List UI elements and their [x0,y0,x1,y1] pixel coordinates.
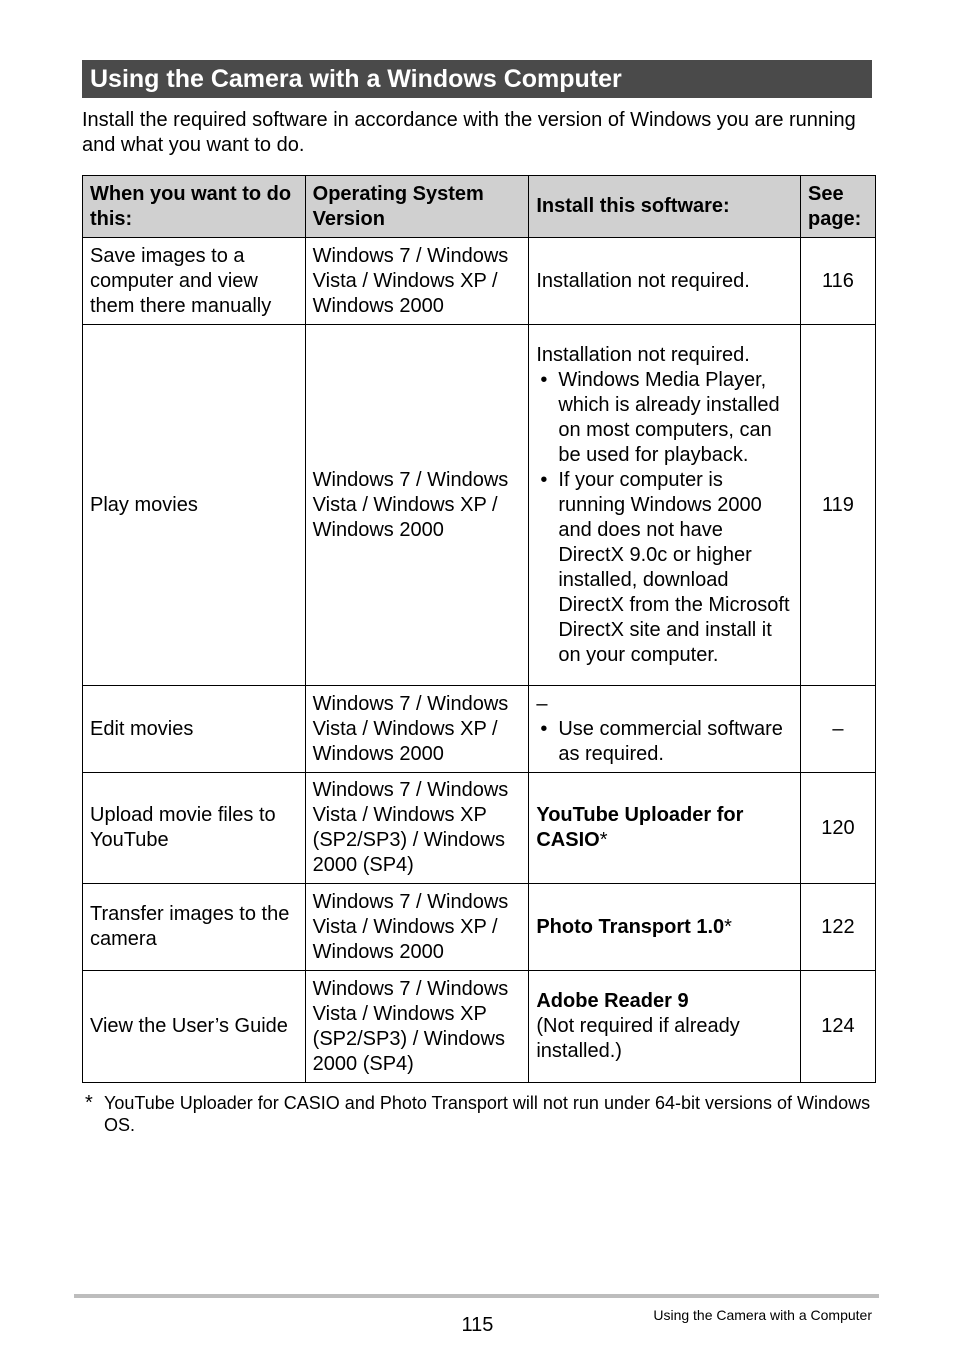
cell-task: View the User’s Guide [83,971,306,1083]
footnote-text: YouTube Uploader for CASIO and Photo Transport will not run under 64-bit versions of Windows OS. [104,1093,871,1135]
cell-page: 122 [800,884,875,971]
cell-task: Save images to a computer and view them there manually [83,238,306,325]
software-note: (Not required if already installed.) [536,1015,740,1062]
cell-os: Windows 7 / Windows Vista / Windows XP (SP2/SP3) / Windows 2000 (SP4) [305,773,529,884]
bullet-item: • Windows Media Player, which is already installed on most computers, can be used for playback. [536,368,793,468]
cell-task: Edit movies [83,686,306,773]
cell-os: Windows 7 / Windows Vista / Windows XP (SP2/SP3) / Windows 2000 (SP4) [305,971,529,1083]
footnote-asterisk: * [85,1092,93,1114]
cell-page: 120 [800,773,875,884]
table-row [83,971,876,1083]
cell-page: 116 [800,238,875,325]
cell-os: Windows 7 / Windows Vista / Windows XP / Windows 2000 [305,238,529,325]
header-page: See page: [800,176,875,238]
table-row [83,773,876,884]
cell-software [529,325,801,686]
cell-page: 124 [800,971,875,1083]
software-intro: Installation not required. [536,343,750,366]
table-header-row [83,176,876,238]
cell-os: Windows 7 / Windows Vista / Windows XP / Windows 2000 [305,884,529,971]
page-number: 115 [461,1314,494,1336]
cell-os: Windows 7 / Windows Vista / Windows XP / Windows 2000 [305,325,529,686]
software-table [82,175,876,1083]
footnote-mark: * [724,915,732,938]
bullet-item: • Use commercial software as required. [536,717,793,767]
table-row [83,325,876,686]
cell-task: Transfer images to the camera [83,884,306,971]
software-bullets [536,717,793,767]
cell-software [529,686,801,773]
cell-task: Play movies [83,325,306,686]
software-intro: – [536,692,548,715]
header-os: Operating System Version [305,176,529,238]
intro-text: Install the required software in accordance with the version of Windows you are running and what you want to do. [82,109,856,156]
software-name: Photo Transport 1.0 [536,915,725,938]
cell-software [529,884,801,971]
table-row [83,238,876,325]
cell-software: Installation not required. [529,238,801,325]
table-row [83,686,876,773]
header-software: Install this software: [529,176,801,238]
footnote [82,1092,882,1136]
software-bullets [536,368,793,668]
footnote-mark: * [599,829,608,851]
software-name: YouTube Uploader for CASIO [536,804,744,851]
footer-label: Using the Camera with a Computer [653,1307,872,1323]
header-task: When you want to do this: [83,176,306,238]
cell-page: 119 [800,325,875,686]
software-name: Adobe Reader 9 [536,990,689,1012]
cell-software [529,773,801,884]
cell-page: – [800,686,875,773]
cell-os: Windows 7 / Windows Vista / Windows XP / Windows 2000 [305,686,529,773]
cell-task: Upload movie files to YouTube [83,773,306,884]
table-row [83,884,876,971]
footer-divider [74,1294,879,1298]
bullet-item: • If your computer is running Windows 2000 and does not have DirectX 9.0c or higher installed, download DirectX from the Microsoft DirectX site and install it on your computer. [536,468,793,668]
section-title: Using the Camera with a Windows Computer [82,60,872,98]
cell-software [529,971,801,1083]
